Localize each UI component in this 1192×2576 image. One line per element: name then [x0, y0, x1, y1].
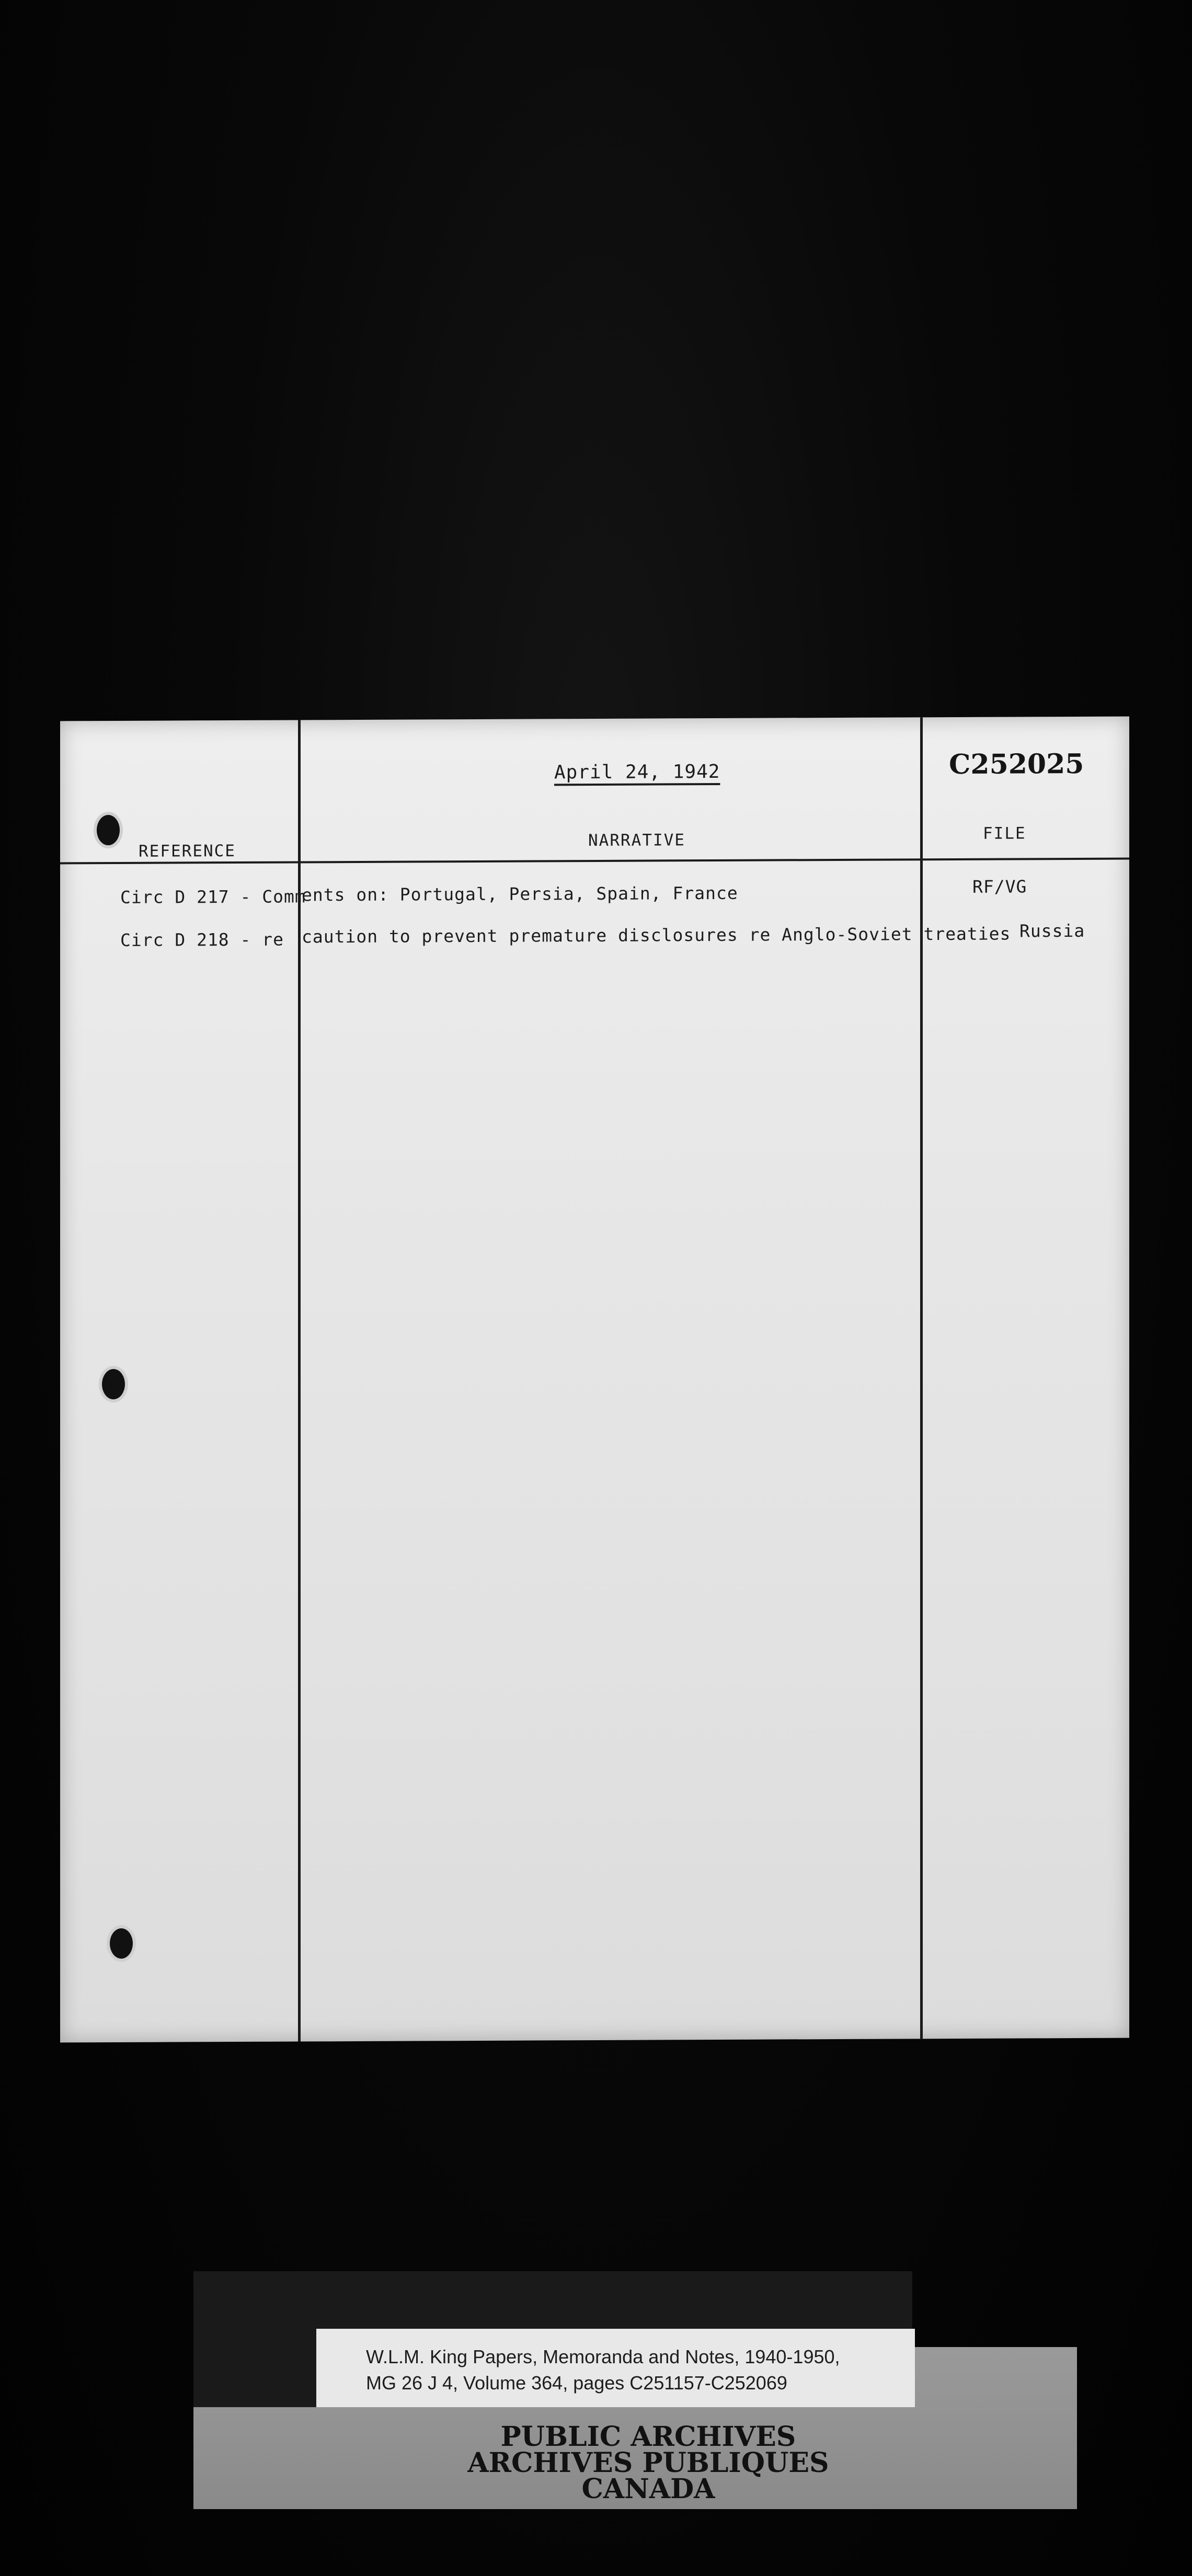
- column-divider-reference: [298, 720, 301, 2041]
- column-header-file: FILE: [983, 824, 1026, 843]
- entry-1-file: RF/VG: [972, 876, 1027, 897]
- document-date: April 24, 1942: [554, 761, 720, 784]
- column-header-reference: REFERENCE: [139, 841, 236, 861]
- archive-citation-card: [316, 2329, 915, 2407]
- column-header-narrative: NARRATIVE: [588, 831, 685, 850]
- paper-watermark: [374, 1010, 897, 1482]
- entry-2-file: Russia: [1019, 920, 1085, 941]
- entry-2-reference: Circ D 218 - re: [120, 929, 284, 950]
- punch-hole-bottom: [110, 1928, 133, 1959]
- entry-1-reference: Circ D 217 - Comm: [120, 886, 306, 907]
- archive-citation-line-2: MG 26 J 4, Volume 364, pages C251157-C252069: [366, 2372, 787, 2394]
- entry-1-narrative: ents on: Portugal, Persia, Spain, France: [302, 882, 738, 905]
- archive-stamp-archives-publiques: ARCHIVES PUBLIQUES: [467, 2447, 829, 2479]
- page-stamp-number: C252025: [949, 748, 1084, 781]
- archive-stamp-canada: CANADA: [581, 2473, 715, 2505]
- archive-citation-line-1: W.L.M. King Papers, Memoranda and Notes, 1940-1950,: [366, 2346, 840, 2367]
- punch-hole-middle: [102, 1369, 125, 1399]
- document-sheet: [60, 717, 1129, 2043]
- column-divider-file: [920, 717, 923, 2039]
- archive-stamp-public-archives: PUBLIC ARCHIVES: [500, 2421, 796, 2453]
- punch-hole-top: [97, 815, 120, 845]
- entry-2-narrative: caution to prevent premature disclosures re Anglo-Soviet treaties: [302, 923, 1011, 947]
